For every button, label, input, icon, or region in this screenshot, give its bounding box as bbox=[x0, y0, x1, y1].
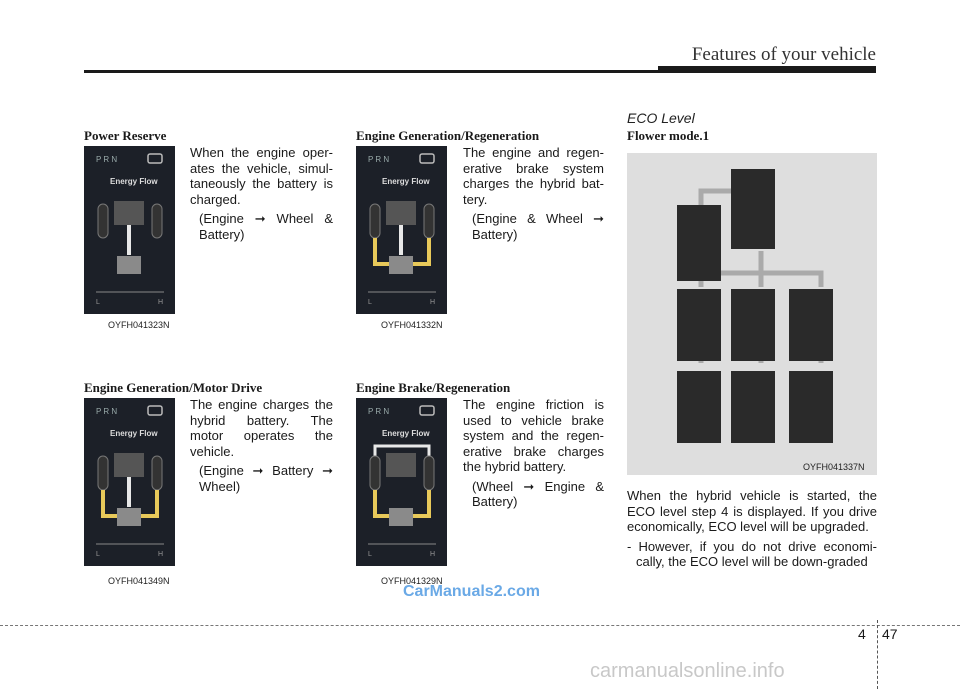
header-title: Features of your vehicle bbox=[691, 44, 876, 65]
low-label: L bbox=[96, 299, 100, 306]
screen-panel bbox=[356, 398, 447, 566]
gear-letters: P R N bbox=[368, 155, 390, 164]
header-rule-thick bbox=[658, 66, 876, 73]
high-label: H bbox=[430, 551, 436, 558]
low-label: L bbox=[368, 299, 372, 306]
page-number: 47 bbox=[882, 626, 898, 642]
section-text-power-reserve: When the engine oper-ates the vehicle, simul-taneously the battery is charged. (Engine ➞ Wheel & Battery) bbox=[190, 145, 333, 242]
footer-divider bbox=[877, 620, 878, 689]
eco-level-heading: ECO Level bbox=[627, 110, 695, 126]
watermark-link[interactable]: CarManuals2.com bbox=[403, 583, 540, 600]
header-rule bbox=[84, 70, 664, 73]
site-watermark: carmanualsonline.info bbox=[590, 660, 785, 682]
section-title-regeneration: Engine Generation/Regeneration bbox=[356, 128, 540, 143]
section-text-motor-drive: The engine charges the hybrid battery. The motor operates the vehicle. (Engine ➞ Battery ➞ Wheel) bbox=[190, 397, 333, 494]
high-label: H bbox=[430, 299, 436, 306]
energy-flow-label: Energy Flow bbox=[110, 177, 158, 186]
figure-caption: OYFH041332N bbox=[381, 320, 443, 330]
figure-caption: OYFH041349N bbox=[108, 576, 170, 586]
section-title-engine-brake: Engine Brake/Regeneration bbox=[356, 380, 511, 395]
eco-paragraph: When the hybrid vehicle is started, the ECO level step 4 is displayed. If you drive economically, ECO level will be upgraded. - However, if you do not drive economi-cally, the ECO level will be down-graded bbox=[627, 488, 877, 569]
footer-rule bbox=[0, 625, 960, 626]
low-label: L bbox=[368, 551, 372, 558]
gear-letters: P R N bbox=[96, 155, 118, 164]
flower-mode-figure bbox=[627, 153, 877, 475]
chapter-number: 4 bbox=[858, 626, 866, 642]
section-text-regeneration: The engine and regen-erative brake system charges the hybrid bat-tery. (Engine & Wheel ➞ Battery) bbox=[463, 145, 604, 242]
screen-panel bbox=[84, 398, 175, 566]
section-title-power-reserve: Power Reserve bbox=[84, 128, 167, 143]
low-label: L bbox=[96, 551, 100, 558]
screen-panel bbox=[356, 146, 447, 314]
gear-letters: P R N bbox=[96, 407, 118, 416]
energy-flow-label: Energy Flow bbox=[382, 177, 430, 186]
gear-letters: P R N bbox=[368, 407, 390, 416]
flower-mode-title: Flower mode.1 bbox=[627, 128, 710, 143]
figure-caption: OYFH041337N bbox=[803, 462, 865, 472]
high-label: H bbox=[158, 299, 164, 306]
figure-caption: OYFH041323N bbox=[108, 320, 170, 330]
figure-caption: OYFH041329N bbox=[381, 576, 443, 586]
high-label: H bbox=[158, 551, 164, 558]
section-text-engine-brake: The engine friction is used to vehicle brake system and the regen-erative brake charges the hybrid battery. (Wheel ➞ Engine & Battery) bbox=[463, 397, 604, 509]
energy-flow-label: Energy Flow bbox=[382, 429, 430, 438]
section-title-motor-drive: Engine Generation/Motor Drive bbox=[84, 380, 263, 395]
screen-panel bbox=[84, 146, 175, 314]
energy-flow-label: Energy Flow bbox=[110, 429, 158, 438]
